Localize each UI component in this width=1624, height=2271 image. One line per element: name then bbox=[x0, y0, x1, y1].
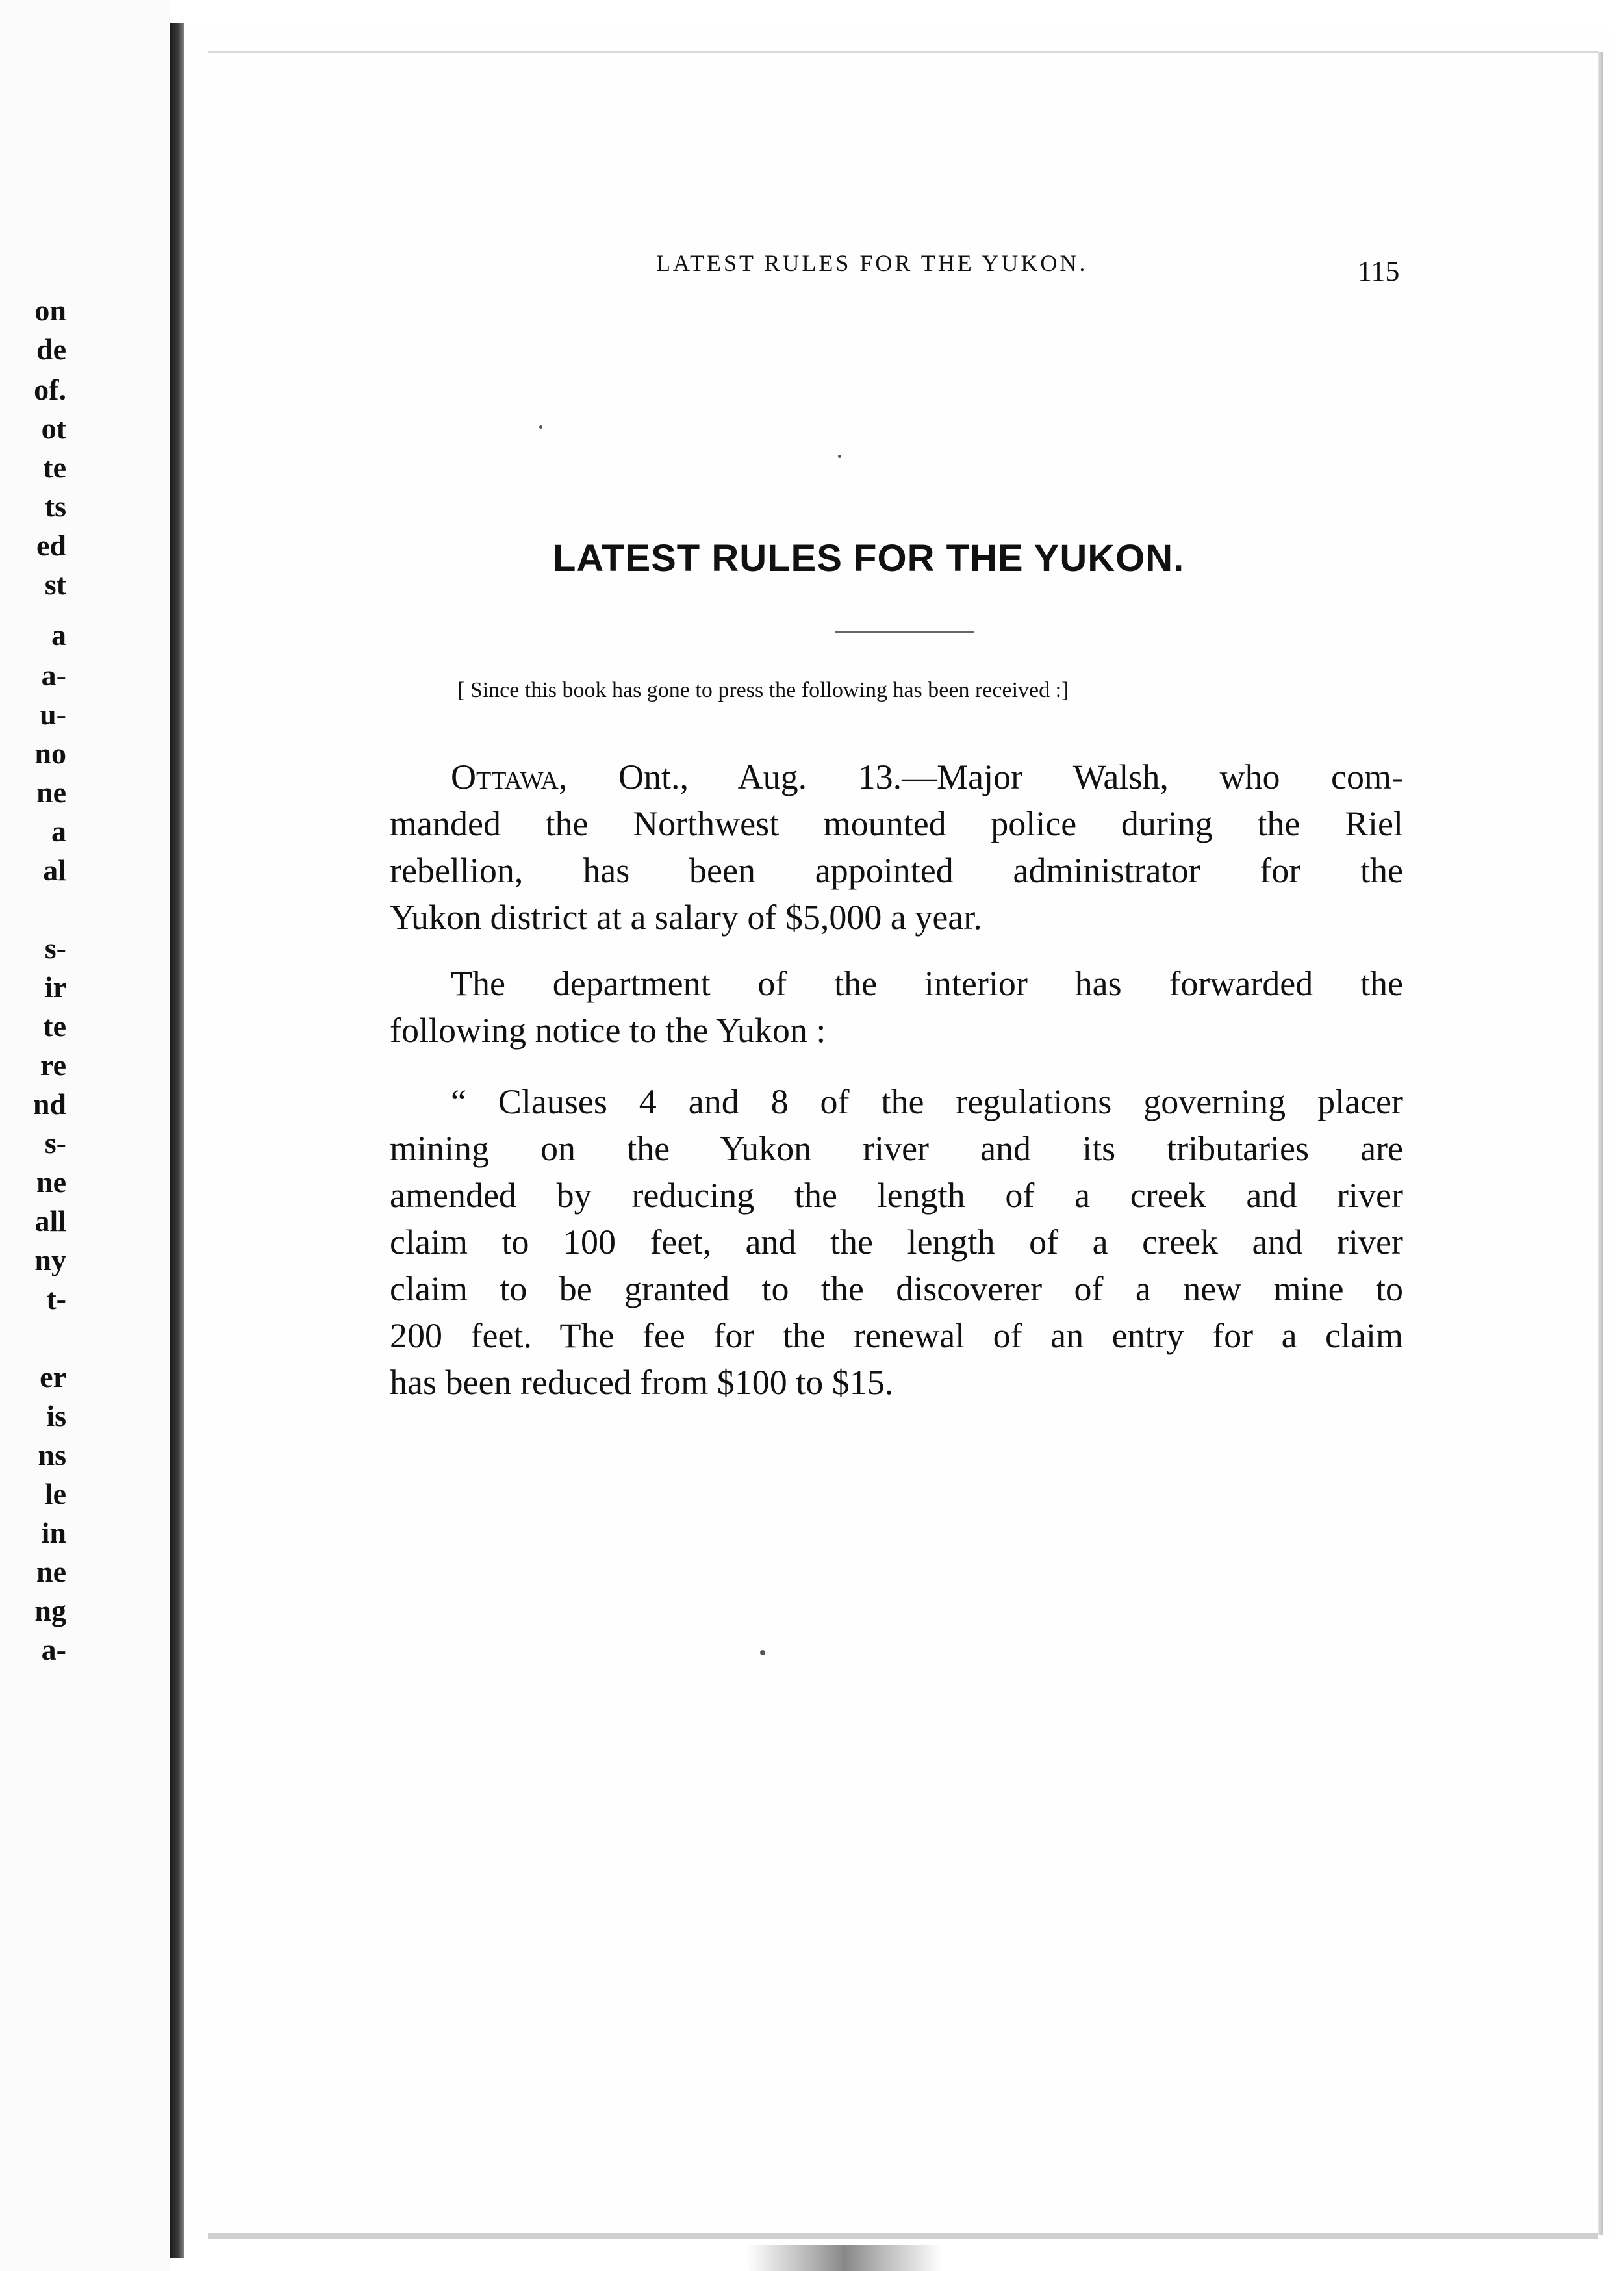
article-title: LATEST RULES FOR THE YUKON. bbox=[553, 537, 1185, 579]
left-page-fragment: ed bbox=[36, 529, 66, 562]
left-page-fragment: a- bbox=[41, 659, 66, 692]
title-rule bbox=[835, 631, 974, 633]
left-page-text-fragments bbox=[0, 0, 170, 2271]
page-edge-right bbox=[1598, 52, 1603, 2235]
paragraph-line: claim to be granted to the discoverer of a new mine to bbox=[390, 1269, 1403, 1308]
paragraph-3-quote bbox=[390, 1078, 1403, 1406]
paragraph-2 bbox=[390, 960, 1403, 1054]
paragraph-line: has been reduced from $100 to $15. bbox=[390, 1363, 894, 1402]
paragraph-line: Yukon district at a salary of $5,000 a year. bbox=[390, 898, 982, 937]
left-page-fragment: le bbox=[44, 1477, 66, 1510]
paragraph-line: “ Clauses 4 and 8 of the regulations governing placer bbox=[451, 1082, 1403, 1121]
left-page-fragment: in bbox=[41, 1516, 66, 1549]
left-page-fragment: ne bbox=[36, 1555, 66, 1588]
paragraph-line: following notice to the Yukon : bbox=[390, 1011, 826, 1050]
page-edge-top bbox=[208, 51, 1598, 53]
left-page-fragment: s- bbox=[44, 932, 66, 965]
left-page-fragment: is bbox=[46, 1399, 66, 1432]
left-page-fragment: all bbox=[34, 1204, 66, 1237]
print-speck bbox=[838, 455, 841, 458]
page-edge-bottom bbox=[208, 2233, 1598, 2239]
left-page-fragment: s- bbox=[44, 1126, 66, 1160]
left-page-fragment: de bbox=[36, 333, 66, 366]
left-page-fragment: a bbox=[51, 618, 66, 652]
paragraph-line: manded the Northwest mounted police during the Riel bbox=[390, 804, 1403, 843]
print-speck bbox=[539, 425, 542, 429]
left-page-edge bbox=[0, 0, 170, 2271]
running-head: LATEST RULES FOR THE YUKON. bbox=[656, 250, 1088, 276]
paragraph-line: rebellion, has been appointed administrator for the bbox=[390, 851, 1403, 890]
left-page-fragment: te bbox=[43, 1009, 66, 1043]
left-page-fragment: ts bbox=[44, 490, 66, 523]
left-page-fragment: a bbox=[51, 815, 66, 848]
left-page-fragment: al bbox=[43, 854, 66, 887]
left-page-fragment: ir bbox=[44, 971, 66, 1004]
left-page-fragment: u- bbox=[40, 698, 66, 731]
book-gutter bbox=[170, 23, 184, 2258]
paragraph-line: mining on the Yukon river and its tributaries are bbox=[390, 1129, 1403, 1168]
paragraph-line: amended by reducing the length of a creek and river bbox=[390, 1176, 1403, 1215]
left-page-fragment: ne bbox=[36, 776, 66, 809]
paragraph-line: Ottawa, Ont., Aug. 13.—Major Walsh, who com- bbox=[451, 757, 1403, 796]
left-page-fragment: re bbox=[40, 1048, 66, 1082]
paragraph-line: The department of the interior has forwarded the bbox=[451, 964, 1403, 1003]
left-page-fragment: ng bbox=[34, 1594, 66, 1627]
editorial-note: [ Since this book has gone to press the following has been received :] bbox=[457, 678, 1069, 702]
left-page-fragment: nd bbox=[32, 1087, 66, 1121]
left-page-fragment: st bbox=[44, 568, 66, 601]
left-page-fragment: ot bbox=[41, 412, 66, 445]
left-page-fragment: of. bbox=[34, 373, 66, 406]
binding-thread bbox=[747, 2245, 942, 2271]
left-page-fragment: te bbox=[43, 451, 66, 484]
paragraph-line: claim to 100 feet, and the length of a creek and river bbox=[390, 1223, 1403, 1262]
left-page-fragment: er bbox=[40, 1360, 66, 1393]
left-page-fragment: t- bbox=[46, 1282, 66, 1315]
left-page-fragment: ny bbox=[34, 1243, 66, 1276]
page-number: 115 bbox=[1358, 255, 1400, 287]
left-page-fragment: ne bbox=[36, 1165, 66, 1199]
left-page-fragment: ns bbox=[38, 1438, 66, 1471]
dateline: Ottawa bbox=[451, 757, 559, 796]
left-page-fragment: a- bbox=[41, 1633, 66, 1666]
left-page-fragment: on bbox=[34, 294, 66, 327]
left-page-fragment: no bbox=[34, 737, 66, 770]
paragraph-line: 200 feet. The fee for the renewal of an entry for a claim bbox=[390, 1316, 1403, 1355]
paragraph-1 bbox=[390, 754, 1403, 941]
print-speck bbox=[760, 1650, 765, 1655]
